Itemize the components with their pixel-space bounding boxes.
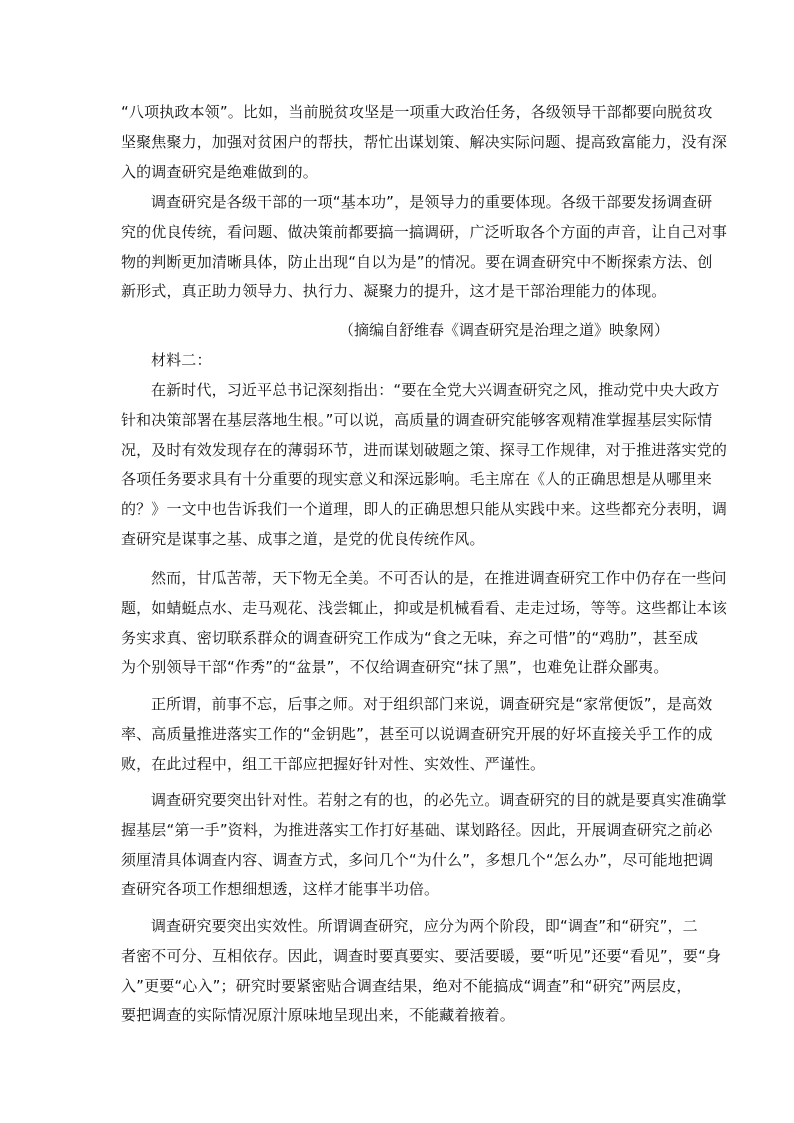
text-line: “八项执政本领”。比如，当前脱贫攻坚是一项重大政治任务，各级领导干部都要向脱贫攻 xyxy=(121,103,713,121)
paragraph xyxy=(121,690,713,779)
text-line: 的？》一文中也告诉我们一个道理，即人的正确思想只能从实践中来。这些都充分表明，调 xyxy=(121,500,728,519)
text-line: 况，及时有效发现存在的薄弱环节，进而谋划破题之策、探寻工作规律，对于推进落实党的 xyxy=(121,440,728,459)
text-line: 为个别领导干部“作秀”的“盆景”，不仅给调查研究“抹了黑”，也难免让群众鄙夷。 xyxy=(121,658,669,677)
section-heading xyxy=(121,346,681,376)
paragraph xyxy=(121,786,727,905)
paragraph xyxy=(121,188,728,307)
text-line: 查研究是谋事之基、成事之道，是党的优良传统作风。 xyxy=(121,529,485,548)
text-line: 要把调查的实际情况原汁原味地呈现出来，不能藏着掖着。 xyxy=(121,1006,515,1025)
text-line: 败，在此过程中，组工干部应把握好针对性、实效性、严谨性。 xyxy=(121,754,546,773)
paragraph xyxy=(121,912,722,1031)
text-line: 查研究各项工作想细想透，这样才能事半功倍。 xyxy=(121,880,440,899)
text-line: 入的调查研究是绝难做到的。 xyxy=(121,162,318,181)
paragraph xyxy=(121,564,728,683)
text-line: 在新时代，习近平总书记深刻指出：“要在全党大兴调查研究之风，推动党中央大政方 xyxy=(151,381,720,399)
text-line: 然而，甘瓜苦蒂，天下物无全美。不可否认的是，在推进调查研究工作中仍存在一些问 xyxy=(151,569,727,587)
citation-text: （摘编自舒维春《调查研究是治理之道》映象网） xyxy=(338,321,669,339)
heading-text: 材料二： xyxy=(151,351,212,369)
paragraph xyxy=(121,376,728,555)
text-line: 务实求真、密切联系群众的调查研究工作成为“食之无味，弃之可惜”的“鸡肋”，甚至成 xyxy=(121,628,699,647)
text-line: 坚聚焦聚力，加强对贫困户的帮扶，帮忙出谋划策、解决实际问题、提高致富能力，没有深 xyxy=(121,132,728,151)
text-line: 调查研究要突出针对性。若射之有的也，的必先立。调查研究的目的就是要真实准确掌 xyxy=(151,791,727,809)
text-line: 针和决策部署在基层落地生根。”可以说，高质量的调查研究能够客观精准掌握基层实际情 xyxy=(121,410,713,429)
text-line: 各项任务要求具有十分重要的现实意义和深远影响。毛主席在《人的正确思想是从哪里来 xyxy=(121,470,712,489)
text-line: 题，如蜻蜓点水、走马观花、浅尝辄止，抑或是机械看看、走走过场，等等。这些都让本该 xyxy=(121,598,728,617)
text-line: 调查研究是各级干部的一项“基本功”，是领导力的重要体现。各级干部要发扬调查研 xyxy=(151,193,713,211)
text-line: 须厘清具体调查内容、调查方式，多问几个“为什么”，多想几个“怎么办”，尽可能地把调 xyxy=(121,850,714,869)
text-line: 物的判断更加清晰具体，防止出现“自以为是”的情况。要在调查研究中不断探索方法、创 xyxy=(121,252,713,271)
text-line: 正所谓，前事不忘，后事之师。对于组织部门来说，调查研究是“家常便饭”，是高效 xyxy=(151,695,713,713)
text-line: 调查研究要突出实效性。所谓调查研究，应分为两个阶段，即“调查”和“研究”，二 xyxy=(151,917,698,935)
text-line: 率、高质量推进落实工作的“金钥匙”，甚至可以说调查研究开展的好坏直接关乎工作的成 xyxy=(121,724,713,743)
text-line: 新形式，真正助力领导力、执行力、凝聚力的提升，这才是干部治理能力的体现。 xyxy=(121,282,667,301)
text-line: 者密不可分、互相依存。因此，调查时要真要实、要活要暖，要“听见”还要“看见”，要“身 xyxy=(121,946,722,965)
source-citation xyxy=(121,316,669,346)
paragraph xyxy=(121,98,728,187)
text-line: 入”更要“心入”；研究时要紧密贴合调查结果，绝对不能搞成“调查”和“研究”两层皮， xyxy=(121,976,692,995)
text-line: 究的优良传统，看问题、做决策前都要搞一搞调研，广泛听取各个方面的声音，让自己对事 xyxy=(121,222,728,241)
text-line: 握基层“第一手”资料，为推进落实工作打好基础、谋划路径。因此，开展调查研究之前必 xyxy=(121,820,713,839)
